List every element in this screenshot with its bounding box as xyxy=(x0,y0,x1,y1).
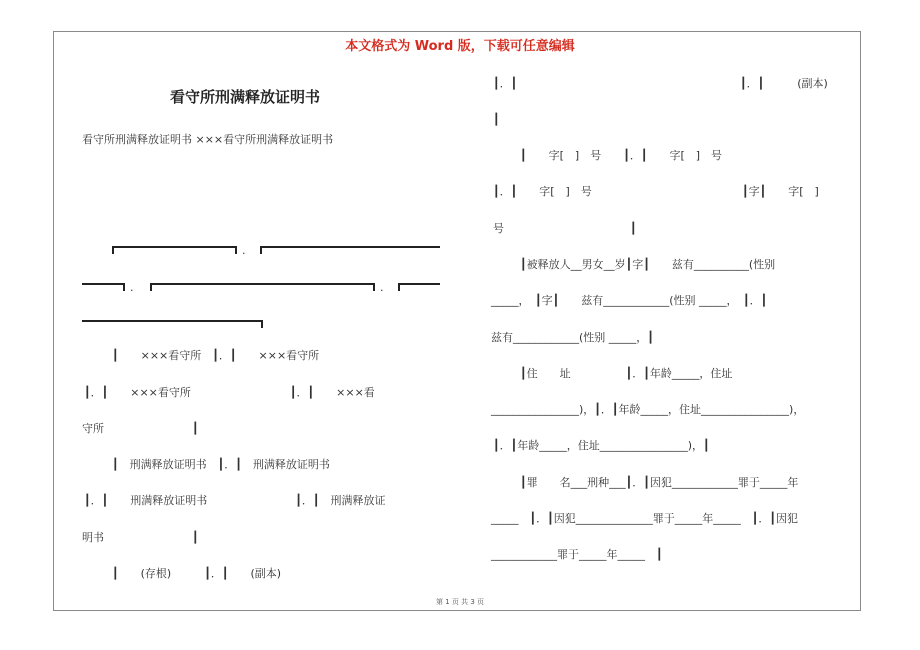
tick-7 xyxy=(398,283,400,291)
right-line-11: ┃．┃年龄_____，住址________________)，┃ xyxy=(493,439,710,452)
tick-2 xyxy=(235,246,237,254)
left-line-4: ┃ 刑满释放证明书 ┃．┃ 刑满释放证明书 xyxy=(112,458,330,471)
left-line-7: ┃ (存根) ┃．┃ (副本) xyxy=(112,567,282,580)
tick-3 xyxy=(260,246,262,254)
right-line-3: ┃ 字[ ] 号 ┃．┃ 字[ ] 号 xyxy=(520,149,723,162)
tick-1 xyxy=(112,246,114,254)
left-subtitle: 看守所刑满释放证明书 ×××看守所刑满释放证明书 xyxy=(82,133,334,146)
right-line-14: ____________罪于_____年_____ ┃ xyxy=(491,548,663,561)
right-line-7: _____， ┃字┃ 兹有____________(性别 _____， ┃．┃ xyxy=(491,294,768,307)
right-line-6: ┃被释放人__男女__岁┃字┃ 兹有__________(性别 xyxy=(520,258,776,271)
left-line-6: 明书 ┃ xyxy=(82,531,199,544)
right-line-5a: 号 xyxy=(493,222,504,235)
left-line-5: ┃．┃ 刑满释放证明书 ┃．┃ 刑满释放证 xyxy=(84,494,386,507)
right-line-9: ┃住 址 ┃．┃年龄_____，住址 xyxy=(520,367,733,380)
rule-dot-3: . xyxy=(380,281,384,294)
right-line-8: 兹有____________(性别 _____，┃ xyxy=(491,331,654,344)
tick-4 xyxy=(123,283,125,291)
right-line-1a: ┃．┃ xyxy=(493,77,518,90)
right-line-12: ┃罪 名___刑种___┃．┃因犯____________罪于_____年 xyxy=(520,476,799,489)
format-banner: 本文格式为 Word 版，下载可任意编辑 xyxy=(345,39,575,54)
right-line-13: _____ ┃．┃因犯______________罪于_____年_____ ┃．┃因犯 xyxy=(491,512,798,525)
right-line-1b: ┃．┃ (副本) xyxy=(740,77,828,90)
rule-dot-2: . xyxy=(130,281,134,294)
page-footer: 第 1 页 共 3 页 xyxy=(435,598,485,606)
rule-dot-1: . xyxy=(242,244,246,257)
left-line-3: 守所 ┃ xyxy=(82,422,199,435)
tick-8 xyxy=(261,320,263,328)
right-line-2: ┃ xyxy=(493,113,500,126)
tick-5 xyxy=(150,283,152,291)
rule-2 xyxy=(260,246,440,248)
left-line-1: ┃ ×××看守所 ┃．┃ ×××看守所 xyxy=(112,349,320,362)
document-title: 看守所刑满释放证明书 xyxy=(170,88,321,106)
tick-6 xyxy=(373,283,375,291)
rule-5 xyxy=(398,283,440,285)
rule-1 xyxy=(112,246,236,248)
left-line-2: ┃．┃ ×××看守所 ┃．┃ ×××看 xyxy=(84,386,375,399)
rule-4 xyxy=(150,283,374,285)
rule-3 xyxy=(82,283,124,285)
right-line-5b: ┃ xyxy=(630,222,637,235)
right-line-4a: ┃．┃ 字[ ] 号 xyxy=(493,185,592,198)
right-line-10: ________________)，┃．┃年龄_____，住址________________)， xyxy=(491,403,805,416)
right-line-4b: ┃字┃ 字[ ] xyxy=(742,185,819,198)
rule-6 xyxy=(82,320,262,322)
